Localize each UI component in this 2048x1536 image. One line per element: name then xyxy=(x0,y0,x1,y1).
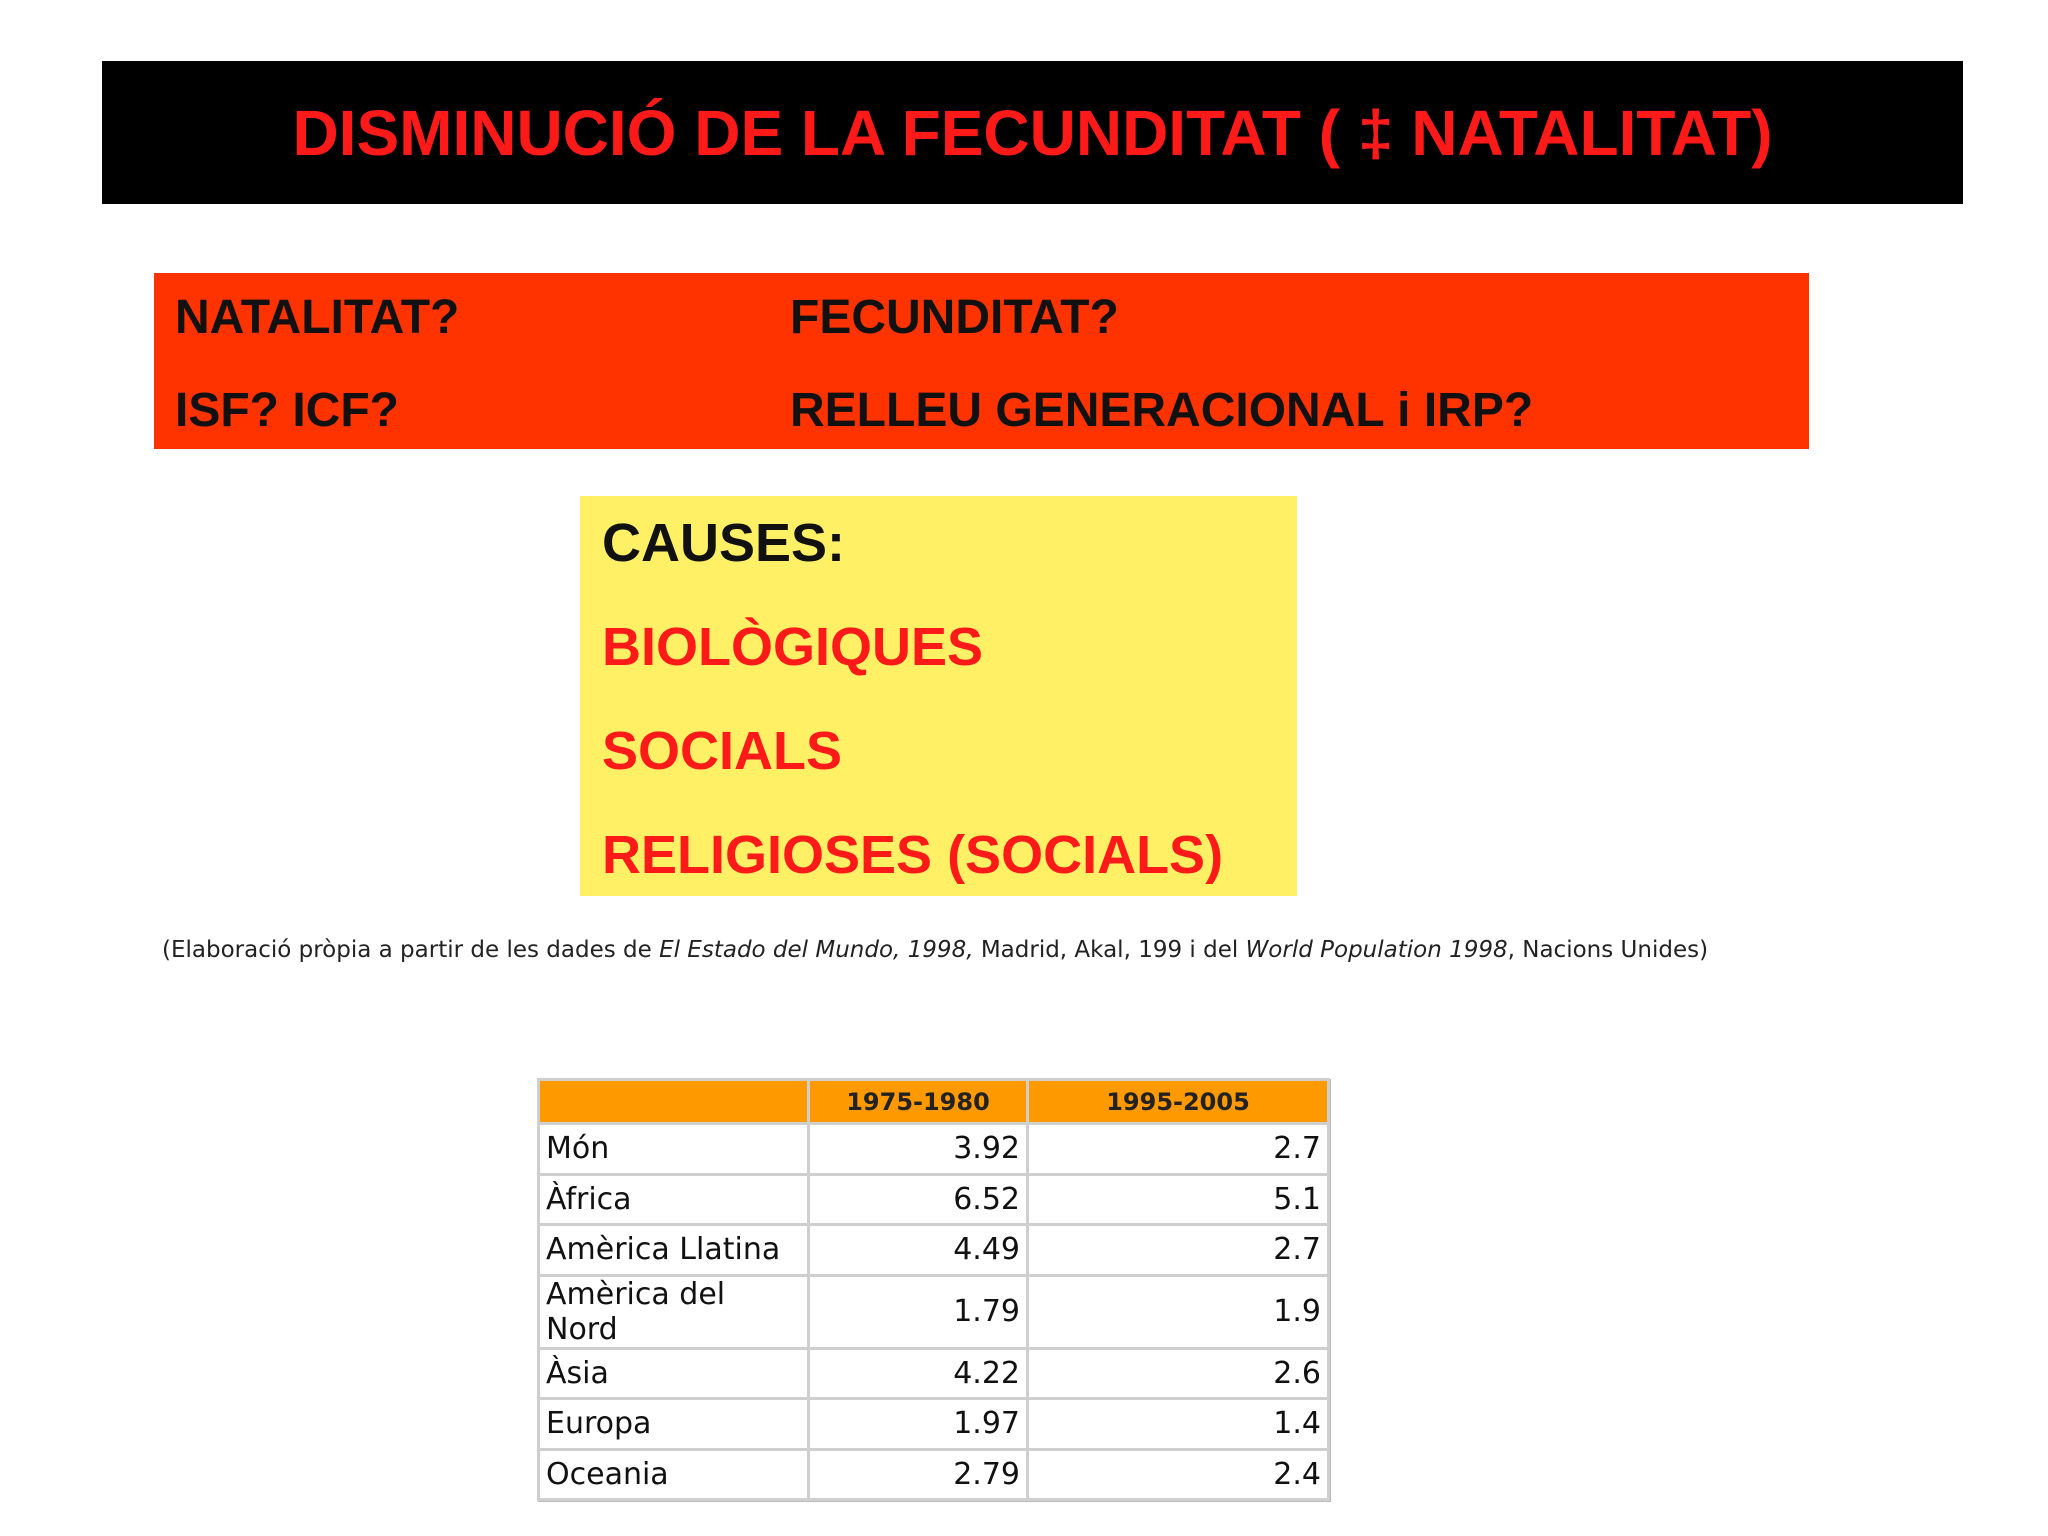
region-cell: Món xyxy=(539,1124,809,1175)
value-cell-1995-2005: 2.4 xyxy=(1028,1449,1329,1500)
value-cell-1995-2005: 1.9 xyxy=(1028,1275,1329,1348)
source-note xyxy=(162,937,1722,963)
region-cell: Amèrica del Nord xyxy=(539,1275,809,1348)
region-cell: Àsia xyxy=(539,1348,809,1399)
region-cell: Àfrica xyxy=(539,1174,809,1225)
cause-item-socials: SOCIALS xyxy=(602,721,843,781)
value-cell-1995-2005: 2.7 xyxy=(1028,1225,1329,1276)
region-cell: Amèrica Llatina xyxy=(539,1225,809,1276)
question-relleu-generacional: RELLEU GENERACIONAL i IRP? xyxy=(790,384,1534,437)
header-cell-1995-2005: 1995-2005 xyxy=(1028,1080,1329,1124)
value-cell-1975-1980: 3.92 xyxy=(809,1124,1028,1175)
header-cell-region xyxy=(539,1080,809,1124)
value-cell-1995-2005: 1.4 xyxy=(1028,1399,1329,1450)
question-natalitat: NATALITAT? xyxy=(175,291,460,344)
table-header-row xyxy=(539,1080,1329,1124)
header-cell-1975-1980: 1975-1980 xyxy=(809,1080,1028,1124)
title-bar xyxy=(102,61,1963,204)
source-part-2: Madrid, Akal, 199 i del xyxy=(973,937,1246,963)
cause-item-religioses: RELIGIOSES (SOCIALS) xyxy=(602,825,1224,885)
value-cell-1975-1980: 6.52 xyxy=(809,1174,1028,1225)
table-row xyxy=(539,1225,1329,1276)
value-cell-1975-1980: 2.79 xyxy=(809,1449,1028,1500)
table-row xyxy=(539,1124,1329,1175)
value-cell-1975-1980: 1.97 xyxy=(809,1399,1028,1450)
causes-box xyxy=(580,496,1297,896)
questions-box xyxy=(154,273,1809,449)
table-row xyxy=(539,1449,1329,1500)
value-cell-1995-2005: 2.7 xyxy=(1028,1124,1329,1175)
region-cell: Europa xyxy=(539,1399,809,1450)
question-isf-icf: ISF? ICF? xyxy=(175,384,399,437)
source-part-1: (Elaboració pròpia a partir de les dades de xyxy=(162,937,660,963)
slide-title: DISMINUCIÓ DE LA FECUNDITAT ( ‡ NATALITAT) xyxy=(292,96,1773,169)
source-italic-1: El Estado del Mundo, 1998, xyxy=(659,937,974,963)
value-cell-1995-2005: 5.1 xyxy=(1028,1174,1329,1225)
value-cell-1975-1980: 4.49 xyxy=(809,1225,1028,1276)
cause-item-biologiques: BIOLÒGIQUES xyxy=(602,617,984,677)
source-italic-2: World Population 1998 xyxy=(1245,937,1508,963)
source-part-3: , Nacions Unides) xyxy=(1507,937,1709,963)
question-fecunditat: FECUNDITAT? xyxy=(790,291,1119,344)
value-cell-1975-1980: 4.22 xyxy=(809,1348,1028,1399)
table-row xyxy=(539,1348,1329,1399)
value-cell-1975-1980: 1.79 xyxy=(809,1275,1028,1348)
fertility-table xyxy=(537,1078,1330,1501)
table-row xyxy=(539,1399,1329,1450)
table-row xyxy=(539,1275,1329,1348)
causes-heading: CAUSES: xyxy=(602,513,846,573)
value-cell-1995-2005: 2.6 xyxy=(1028,1348,1329,1399)
region-cell: Oceania xyxy=(539,1449,809,1500)
table-row xyxy=(539,1174,1329,1225)
